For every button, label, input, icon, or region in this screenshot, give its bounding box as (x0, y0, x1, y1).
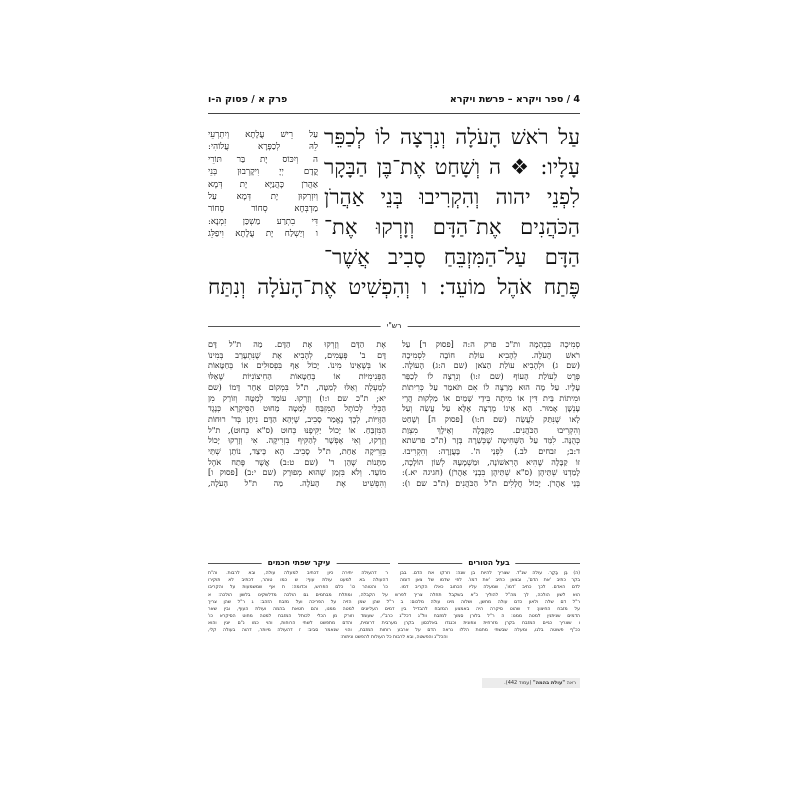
rashi-divider (208, 320, 580, 332)
rashi-line: וְהִקְרִיבוּ הַכֹּהֲנִים. מִקַּבָּלָה וְאֵילָךְ מִצְוַת (402, 425, 580, 435)
rashi-column-right (402, 340, 580, 490)
rashi-line: (שם ג) וּלְהָבִיא עוֹלַת הַצֹּאן (שם ה:ג) הָעוֹלָה. (402, 361, 580, 371)
baal-haturim-text (400, 570, 580, 591)
onkelos-line: עַל רֵישׁ עֲלָתָא וְיִתְרְעֵי (208, 130, 318, 140)
rashi-line: וְזָרְקוּ, וְאִי אֶפְשָׁר לְהַקִּיף בִּזְרִיקָה. אִי וְזָרְקוּ יָכוֹל (208, 436, 386, 446)
note-line: ר דהעולה יתירה כיון דכתיב למעלה עולה, ובא לרבות. וה"ת (208, 571, 388, 576)
note-line: ר"ל דם שלה ולאון כדם עולה מחשן, ושלוה מינו עולה מלכום: ב ר"ל שהן שמן הזיה על הפריכה ועל מזבח הזהב: ג ר"ל שהן צריך (208, 600, 580, 605)
rashi-line: זוֹ קַבָּלָה שֶׁהִיא הָרִאשׁוֹנָה, וּמַשְׁמָעָהּ לְשׁוֹן הוֹלָכָה, (402, 457, 580, 467)
rashi-line: דָּם ב' פְּעָמִים, לְהָבִיא אֶת שֶׁנִּתְעָרֵב בְּמִינוֹ (208, 350, 386, 360)
header-rule (208, 113, 580, 114)
rashi-line: ד:ב; זבחים לב.) לִפְנֵי ה'. בָּעֲזָרָה: וְהִקְרִיבוּ. (402, 447, 580, 457)
baal-haturim-title: בעל הטורים (462, 557, 515, 569)
reference-title: "עולת בהמה" (532, 680, 565, 686)
torah-line: עָלָיו: ❖ ה וְשָׁחַט אֶת־בֶּן הַבָּקָר (324, 155, 580, 179)
rashi-line: כְּהֻנָּה. לִמֵּד עַל הַשְּׁחִיטָה שֶׁכְּשֵׁרָה בְּזָר (ת"כ פרשתא (402, 436, 580, 446)
note-line: הדמים שניתנין למטה ממנו: ה ר"ל בלורן סמוך למזבח וול"ג דכל"ג כרב"י, שעומד וזורק מן הכלי לכותל המזבח למטה מחוט הסיקרא כו' (208, 614, 580, 619)
onkelos-line: דִּי בִתְרַע מַשְׁכַּן זִמְנָא: (208, 216, 318, 227)
rashi-line: לָמַדְנוּ שְׁתֵּיהֶן (ס"א שְׁתֵּיהֶן בִּבְנֵי אַהֲרֹן) (חגיגה יא.): (402, 468, 580, 478)
torah-line: לִפְנֵי יהוה וְהִקְרִיבוּ בְּנֵי אַהֲרֹן (324, 185, 580, 209)
rashi-line: לָאו שֶׁנִּתַּק לַעֲשֵׂה (שם ח:ו) [פסוק ה] וְשָׁחַט (402, 414, 580, 424)
onkelos-translation (208, 129, 318, 241)
reference-prefix: ראה (564, 680, 576, 686)
baal-haturim-divider (398, 557, 580, 569)
note-line: הוא לשון הולכה, לך מה"ל להוליך כ"א בשקבל תחלה צריך לפרש על הקבלה, ומתלת מבתמים גם הולכה מדלשקינו בלשון הולכה: א (208, 593, 580, 598)
rashi-line: מוֹעֵד. וְלֹא בִּזְמַן שֶׁהוּא מְפוּרָק (שם י:ב) [פסוק ו] (208, 468, 386, 478)
cross-reference-box (482, 678, 580, 688)
note-line: לדם האדם. לכך כתיב 'דמו', שמעלה עליו הכתוב כאלו הקריב דמו. (400, 585, 580, 590)
torah-line: הַדָּם עַל־הַמִּזְבֵּחַ סָבִיב אֲשֶׁר־ (324, 245, 580, 269)
onkelos-line: ו וְיַשְׁלַח יָת עֲלָתָא וִיפַלֵּג (208, 229, 318, 240)
rashi-line: וּמִיתוֹת בֵּית דִּין אוֹ מִיתָה בִּידֵי שָׁמַיִם אוֹ מַלְקוּת הֲרֵי (402, 393, 580, 403)
rashi-line: עָנְשָׁן אָמוּר. הָא אֵינוֹ מְרַצֶּה אֶלָּא עַל עֲשֵׂה וְעַל (402, 404, 580, 414)
note-line: ו שצריך כגיים המזבח בקרן מזרחית צפונית וכנגדו באלכסון בקרן מערבית דרומית, והדם מתפשט לשתי הרוחות, והוי כמו נ"ם יוגין והוא (208, 621, 580, 626)
torah-line-full-width: פֶּתַח אֹהֶל מוֹעֵד: ו וְהִפְשִׁיט אֶת־הָעֹלָה וְנִתַּח (208, 275, 580, 299)
rashi-line: אוֹ בְּשֶׁאֵינוֹ מִינוֹ. יָכוֹל אַף בִּפְסוּלִים אוֹ בְּחַטָּאוֹת (208, 361, 386, 371)
note-line: על מזבח החיצון: ד שהוט סיקרה היה באמצע המזבח להבדיל בין דמים העליונים למטה ממנו, והם חטאת בהמה ועולת העוף, ובין שאר (208, 607, 580, 612)
book-page (208, 92, 580, 692)
note-line: כו' והטוהר כו' כלם הפרוש, וכדומה: ת אף שמשמעות על והקריבו (208, 585, 388, 590)
torah-line: הַכֹּהֲנִים אֶת־הַדָּם וְזָרְקוּ אֶת־ (324, 215, 580, 239)
rashi-line: הַזָּוִיּוֹת, לְכָךְ נֶאֱמַר סָבִיב, שֶׁיְּהֵא הַדָּם נִיתָּן בְּד' רוּחוֹת (208, 414, 386, 424)
rashi-line: הַמִּזְבֵּחַ. אוֹ יָכוֹל יַקִּיפֶנּוּ כְּחוּט (ס"א כְּחוּט), ת"ל (208, 425, 386, 435)
reference-page: (עמוד 442). (504, 680, 533, 686)
rashi-line: לְמַעְלָה וְאֵלּוּ לְמַטָּה, ת"ל בִּמְקוֹם אַחֵר דָּמוֹ (שם (208, 382, 386, 392)
sifsei-chachamim-continued (208, 592, 580, 641)
rashi-line: הַכְּלִי לְכוֹתֶל הַמִּזְבֵּחַ לְמַטָּה מֵחוּט הַסִּיקְרָא כְּנֶגֶד (208, 404, 386, 414)
rashi-line: עָלָיו. עַל מָה הוּא מְרַצֶּה לוֹ אִם תֹּאמַר עַל כְּרִיתוֹת (402, 382, 580, 392)
note-line: דהעולה בא למעט עולת עוף: ש כמו טוהר, דכתיב לא תוקירו (208, 578, 388, 583)
sifsei-chachamim-divider (208, 557, 390, 569)
rashi-line: יא; ת"כ שם ו:ו) וְזָרְקוּ. עוֹמֵד לְמַטָּה וְזוֹרֵק מִן (208, 393, 386, 403)
rashi-line: וְהִפְשִׁיט אֶת הָעֹלָה. מַה ת"ל הָעֹלָה, (208, 479, 386, 489)
note-line: (ה) בֶּן בָּקָר. עולה שנ"ד. שצריך להיות בן שנה: וזרקו את הדם. בבן (400, 571, 580, 576)
torah-text-block (324, 122, 580, 272)
rashi-line: אֶת הַדָּם וְזָרְקוּ אֶת הַדָּם. מַה ת"ל דָּם (208, 340, 386, 349)
rashi-line: רֹאשׁ הָעֹלָה. לְהָבִיא עוֹלַת חוֹבָה לִסְמִיכָה (402, 350, 580, 360)
rashi-column-left (208, 340, 386, 490)
note-line-last: והכל"ג והפשטה, ובא לרבות כל העולות להפשט וניתוח: (340, 635, 448, 640)
rashi-line: הַפְּנִימִיּוֹת אוֹ בְּחַטָּאוֹת הַחִיצוֹנִיּוֹת שֶׁאֵלּוּ (208, 372, 386, 382)
torah-line: עַל רֹאשׁ הָעֹלָה וְנִרְצָה לוֹ לְכַפֵּר (324, 125, 580, 149)
onkelos-line: אַהֲרֹן כָּהֲנַיָּא יָת דְּמָא (208, 179, 318, 190)
onkelos-line: מַדְבְּחָא סְחוֹר סְחוֹר (208, 204, 318, 215)
onkelos-line: ה וְיִכּוֹס יָת בַּר תּוֹרֵי (208, 154, 318, 165)
header-book-title: 4 / ספר ויקרא – פרשת ויקרא (449, 94, 580, 105)
header-chapter-verse: פרק א / פסוק ה-ו (208, 94, 288, 105)
onkelos-line: לֵהּ לְכַפָּרָא עֲלוֹהִי: (208, 142, 318, 153)
rashi-label: רש"י (381, 320, 408, 332)
note-line: ככ"ף פשוטה בלגו, ומעלה שבשתי מתנות הללו נראה הדם על ארבע רוחות המזבח, והוי שנאמר סביב: ז דהעולה מיותר, דהוה בעולה קלי, (208, 628, 580, 633)
sifsei-chachamim-text (208, 570, 388, 591)
note-line: בקר כתיב 'את הדם', ובצאן כתיב 'את דמו'. לפי שדמו של צאן דומה (400, 578, 580, 583)
onkelos-line: וְיִזְרְקוּן יָת דְּמָא עַל (208, 192, 318, 203)
rashi-line: פְּרָט לְעוֹלַת הָעוֹף (שם ז:ו) וְנִרְצָה לוֹ לְכַפֵּר (402, 372, 580, 382)
sifsei-chachamim-title: עיקר שפתי חכמים (262, 557, 337, 569)
rashi-line: בְּנֵי אַהֲרֹן. יָכוֹל חֲלָלִים ת"ל הַכֹּהֲנִים (ת"כ שם ו): (402, 479, 580, 489)
rashi-line: בִּזְרִיקָה אַחַת, ת"ל סָבִיב. הָא כֵּיצַד, נוֹתֵן שְׁתֵּי (208, 447, 386, 457)
rashi-line: סְמִיכָה בִּבְהֵמָה ות"כ פרק ה:ה [פסוק ד] עַל (402, 340, 580, 349)
running-header (208, 94, 580, 110)
onkelos-line: קֳדָם יְיָ וִיקָרְבוּן בְּנֵי (208, 167, 318, 178)
rashi-line: מַתָּנוֹת שֶׁהֵן ד' (שם ט:ב) אֲשֶׁר פֶּתַח אֹהֶל (208, 457, 386, 467)
